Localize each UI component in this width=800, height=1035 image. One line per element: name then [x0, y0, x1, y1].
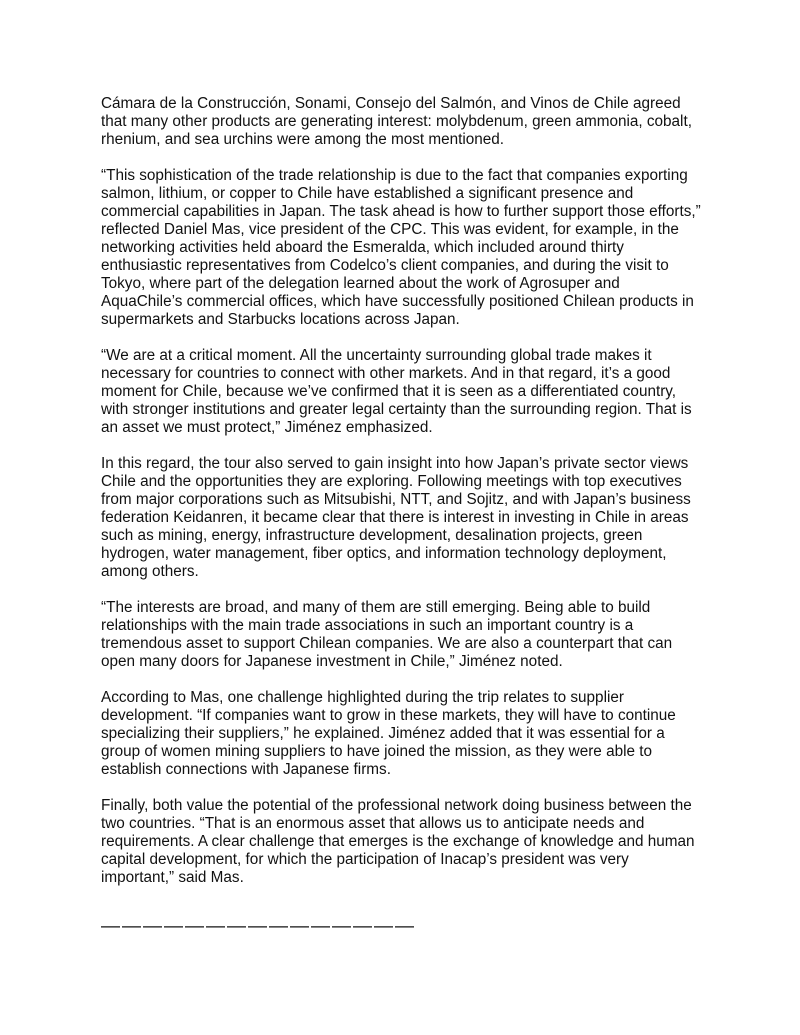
paragraph-1: Cámara de la Construcción, Sonami, Consejo del Salmón, and Vinos de Chile agreed that many other products are generating interest: molybdenum, green ammonia, cobalt, rhenium, and sea urchins were among the most mentioned.	[101, 95, 692, 148]
end-of-article-rule: ———————————————	[101, 916, 416, 937]
paragraph-3: “We are at a critical moment. All the uncertainty surrounding global trade makes it necessary for countries to connect with other markets. And in that regard, it’s a good moment for Chile, because we’ve confirmed that it is seen as a differentiated country, with stronger institutions and greater legal certainty than the surrounding region. That is an asset we must protect,” Jiménez emphasized.	[101, 347, 692, 436]
paragraph-6: According to Mas, one challenge highlighted during the trip relates to supplier development. “If companies want to grow in these markets, they will have to continue specializing their suppliers,” he explained. Jiménez added that it was essential for a group of women mining suppliers to have joined the mission, as they were able to establish connections with Japanese firms.	[101, 689, 676, 778]
paragraph-2: “This sophistication of the trade relationship is due to the fact that companies exporting salmon, lithium, or copper to Chile have established a significant presence and commercial capabilities in Japan. The task ahead is how to further support those efforts,” reflected Daniel Mas, vice president of the CPC. This was evident, for example, in the networking activities held aboard the Esmeralda, which included around thirty enthusiastic representatives from Codelco’s client companies, and during the visit to Tokyo, where part of the delegation learned about the work of Agrosuper and AquaChile’s commercial offices, which have successfully positioned Chilean products in supermarkets and Starbucks locations across Japan.	[101, 167, 701, 328]
document-body	[101, 95, 701, 937]
paragraph-7: Finally, both value the potential of the professional network doing business between the two countries. “That is an enormous asset that allows us to anticipate needs and requirements. A clear challenge that emerges is the exchange of knowledge and human capital development, for which the participation of Inacap’s president was very important,” said Mas.	[101, 797, 695, 886]
paragraph-5: “The interests are broad, and many of them are still emerging. Being able to build relationships with the main trade associations in such an important country is a tremendous asset to support Chilean companies. We are also a counterpart that can open many doors for Japanese investment in Chile,” Jiménez noted.	[101, 599, 673, 670]
paragraph-4: In this regard, the tour also served to gain insight into how Japan’s private sector views Chile and the opportunities they are exploring. Following meetings with top executives from major corporations such as Mitsubishi, NTT, and Sojitz, and with Japan’s business federation Keidanren, it became clear that there is interest in investing in Chile in areas such as mining, energy, infrastructure development, desalination projects, green hydrogen, water management, fiber optics, and information technology deployment, among others.	[101, 455, 691, 580]
